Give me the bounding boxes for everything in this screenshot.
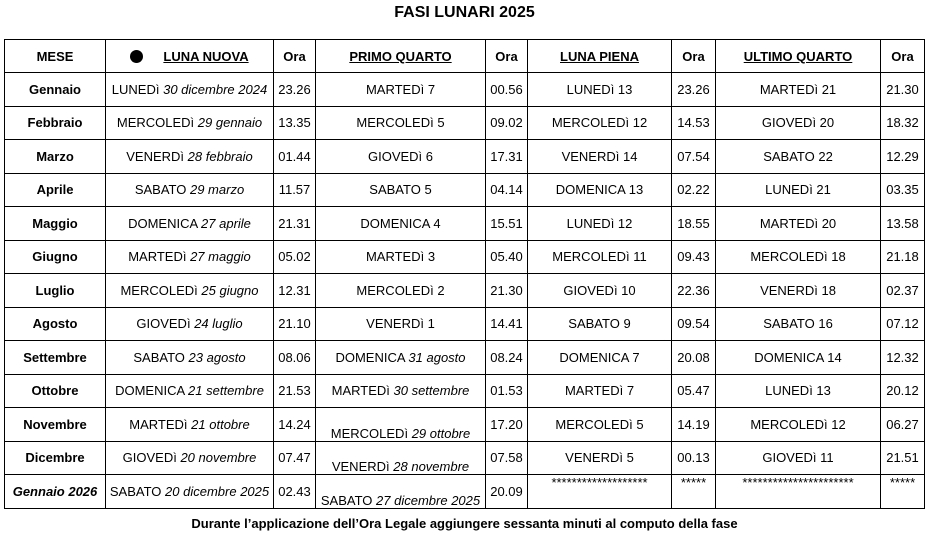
new-moon-date: 20 novembre (180, 450, 257, 466)
new-moon-date: 21 ottobre (191, 416, 250, 432)
first-quarter-time: 20.09 (490, 483, 523, 499)
month-label: Novembre (23, 416, 87, 432)
new-moon-cell (106, 307, 274, 341)
month-label: Marzo (36, 148, 74, 164)
table-row (5, 475, 925, 509)
first-quarter-cell (316, 475, 486, 509)
last-quarter-cell (716, 240, 881, 274)
new-moon-time-cell (274, 173, 316, 207)
new-moon-date: 27 maggio (190, 249, 251, 265)
full-moon-date: VENERDì 14 (561, 148, 638, 164)
month-label: Dicembre (25, 450, 85, 466)
table-row (5, 173, 925, 207)
table-row (5, 240, 925, 274)
last-quarter-cell (716, 341, 881, 375)
first-quarter-time-cell (486, 441, 528, 475)
full-moon-cell (528, 307, 672, 341)
last-quarter-cell (716, 374, 881, 408)
last-quarter-time: 18.32 (886, 115, 919, 131)
month-cell (5, 207, 106, 241)
last-quarter-date: MARTEDì 20 (759, 215, 837, 231)
first-quarter-time: 08.24 (490, 349, 523, 365)
new-moon-time: 21.31 (278, 215, 311, 231)
first-quarter-time: 15.51 (490, 215, 523, 231)
last-quarter-time: 06.27 (886, 416, 919, 432)
first-quarter-weekday: DOMENICA 4 (360, 215, 441, 231)
last-quarter-time-cell (881, 173, 925, 207)
full-moon-time-cell (672, 240, 716, 274)
new-moon-time: 14.24 (278, 416, 311, 432)
first-quarter-time-cell (486, 307, 528, 341)
new-moon-time-cell (274, 274, 316, 308)
full-moon-date: MERCOLEDì 11 (552, 249, 647, 265)
last-quarter-cell (716, 274, 881, 308)
first-quarter-date: 31 agosto (408, 349, 466, 365)
month-cell (5, 240, 106, 274)
new-moon-cell (106, 374, 274, 408)
month-label: Agosto (32, 316, 78, 332)
first-quarter-time-cell (486, 173, 528, 207)
new-moon-cell (106, 173, 274, 207)
first-quarter-weekday: MERCOLEDì 2 (356, 282, 445, 298)
first-quarter-time: 17.31 (490, 148, 523, 164)
month-cell (5, 341, 106, 375)
new-moon-weekday: SABATO (133, 349, 185, 365)
month-label: Settembre (23, 349, 87, 365)
new-moon-weekday: LUNEDì (111, 81, 160, 97)
month-cell (5, 441, 106, 475)
first-quarter-time: 01.53 (490, 383, 523, 399)
new-moon-weekday: SABATO (109, 483, 162, 499)
last-quarter-cell (716, 173, 881, 207)
first-quarter-weekday: MARTEDì 3 (365, 249, 436, 265)
table-row (5, 73, 925, 107)
first-quarter-date: 29 ottobre (411, 425, 471, 441)
new-moon-time: 21.10 (278, 316, 311, 332)
full-moon-date: SABATO 9 (568, 316, 631, 332)
new-moon-date: 24 luglio (194, 316, 243, 332)
new-moon-cell (106, 274, 274, 308)
new-moon-weekday: MERCOLEDì (116, 115, 195, 131)
header-month: MESE (5, 40, 106, 73)
month-label: Maggio (32, 215, 78, 231)
new-moon-weekday: MARTEDì (128, 249, 187, 265)
new-moon-cell (106, 408, 274, 442)
new-moon-cell (106, 341, 274, 375)
new-moon-cell (106, 73, 274, 107)
last-quarter-date: MERCOLEDì 12 (750, 416, 846, 432)
last-quarter-date: SABATO 22 (763, 148, 833, 164)
full-moon-time-cell (672, 341, 716, 375)
first-quarter-time: 09.02 (490, 115, 523, 131)
full-moon-time: 23.26 (677, 81, 710, 97)
first-quarter-weekday: SABATO (320, 492, 373, 508)
last-quarter-cell (716, 106, 881, 140)
new-moon-date: 27 aprile (201, 215, 251, 231)
first-quarter-time: 07.58 (490, 450, 523, 466)
new-moon-date: 25 giugno (201, 282, 259, 298)
last-quarter-time-cell (881, 475, 925, 509)
header-row (5, 40, 925, 73)
last-quarter-cell (716, 475, 881, 509)
last-quarter-date: SABATO 16 (763, 316, 833, 332)
first-quarter-cell (316, 341, 486, 375)
full-moon-time: 05.47 (677, 383, 710, 399)
last-quarter-date: VENERDì 18 (760, 282, 836, 298)
month-cell (5, 307, 106, 341)
new-moon-time-cell (274, 207, 316, 241)
table-row (5, 207, 925, 241)
month-label: Luglio (35, 282, 75, 298)
first-quarter-weekday: MERCOLEDì (330, 425, 409, 441)
first-quarter-weekday: DOMENICA (335, 349, 405, 365)
last-quarter-time-cell (881, 73, 925, 107)
first-quarter-time-cell (486, 106, 528, 140)
full-moon-cell (528, 274, 672, 308)
new-moon-time-cell (274, 441, 316, 475)
full-moon-time-cell (672, 441, 716, 475)
last-quarter-time: 02.37 (886, 282, 919, 298)
first-quarter-time-cell (486, 140, 528, 174)
month-cell (5, 73, 106, 107)
last-quarter-time: 13.58 (886, 215, 919, 231)
first-quarter-time-cell (486, 274, 528, 308)
first-quarter-cell (316, 441, 486, 475)
new-moon-time-cell (274, 240, 316, 274)
new-moon-time-cell (274, 307, 316, 341)
new-moon-time: 12.31 (278, 282, 311, 298)
new-moon-time: 11.57 (278, 182, 311, 198)
new-moon-cell (106, 441, 274, 475)
full-moon-time-cell (672, 106, 716, 140)
first-quarter-time: 04.14 (490, 182, 523, 198)
month-label: Ottobre (31, 383, 79, 399)
full-moon-time-cell (672, 274, 716, 308)
first-quarter-cell (316, 408, 486, 442)
new-moon-time: 07.47 (278, 450, 311, 466)
last-quarter-date: MARTEDì 21 (759, 81, 837, 97)
first-quarter-time: 17.20 (490, 416, 523, 432)
new-moon-time: 05.02 (278, 249, 311, 265)
month-cell (5, 274, 106, 308)
header-time: Ora (486, 40, 528, 73)
full-moon-date: DOMENICA 13 (555, 182, 644, 198)
header-new-moon (106, 40, 274, 73)
full-moon-time-cell (672, 408, 716, 442)
full-moon-date: MERCOLEDì 5 (555, 416, 644, 432)
new-moon-time-cell (274, 106, 316, 140)
last-quarter-date: MERCOLEDì 18 (750, 249, 846, 265)
full-moon-cell (528, 408, 672, 442)
new-moon-cell (106, 240, 274, 274)
first-quarter-date: 28 novembre (393, 459, 470, 474)
first-quarter-cell (316, 274, 486, 308)
full-moon-date: LUNEDì 13 (566, 81, 633, 97)
month-cell (5, 475, 106, 509)
last-quarter-time: 21.51 (886, 450, 919, 466)
new-moon-time-cell (274, 73, 316, 107)
last-quarter-date: LUNEDì 21 (765, 182, 831, 198)
first-quarter-cell (316, 73, 486, 107)
first-quarter-cell (316, 106, 486, 140)
full-moon-date: GIOVEDì 10 (563, 282, 636, 298)
table-row (5, 106, 925, 140)
new-moon-time-cell (274, 374, 316, 408)
new-moon-time: 01.44 (278, 148, 311, 164)
new-moon-date: 29 gennaio (197, 115, 263, 131)
full-moon-cell (528, 240, 672, 274)
new-moon-weekday: MERCOLEDì (120, 282, 198, 298)
last-quarter-time-cell (881, 140, 925, 174)
new-moon-time: 21.53 (278, 383, 311, 399)
last-quarter-cell (716, 140, 881, 174)
header-time: Ora (274, 40, 316, 73)
full-moon-time-cell (672, 475, 716, 509)
header-first-quarter: PRIMO QUARTO (316, 40, 486, 73)
full-moon-time-cell (672, 307, 716, 341)
first-quarter-time-cell (486, 73, 528, 107)
first-quarter-time-cell (486, 408, 528, 442)
table-row (5, 140, 925, 174)
full-moon-time: 20.08 (677, 349, 710, 365)
header-full-moon: LUNA PIENA (528, 40, 672, 73)
full-moon-time: 09.54 (677, 316, 710, 332)
full-moon-time: 18.55 (677, 215, 710, 231)
full-moon-time: 14.53 (677, 115, 710, 131)
last-quarter-time: 20.12 (886, 383, 919, 399)
full-moon-cell (528, 341, 672, 375)
last-quarter-date: LUNEDì 13 (765, 383, 831, 399)
last-quarter-date: DOMENICA 14 (754, 349, 842, 365)
last-quarter-cell (716, 307, 881, 341)
header-new-moon-label: LUNA NUOVA (163, 48, 249, 64)
new-moon-weekday: DOMENICA (115, 383, 185, 399)
first-quarter-cell (316, 173, 486, 207)
first-quarter-cell (316, 207, 486, 241)
full-moon-date: ******************* (551, 475, 648, 490)
last-quarter-time-cell (881, 106, 925, 140)
first-quarter-weekday: MERCOLEDì 5 (356, 115, 445, 131)
new-moon-weekday: GIOVEDì (122, 450, 177, 466)
first-quarter-time-cell (486, 374, 528, 408)
last-quarter-time: 21.30 (886, 81, 919, 97)
full-moon-time: ***** (680, 475, 707, 490)
last-quarter-time-cell (881, 408, 925, 442)
full-moon-time: 02.22 (677, 182, 710, 198)
month-cell (5, 140, 106, 174)
new-moon-cell (106, 140, 274, 174)
table-row (5, 408, 925, 442)
new-moon-time-cell (274, 140, 316, 174)
last-quarter-date: GIOVEDì 11 (762, 450, 834, 466)
first-quarter-time-cell (486, 240, 528, 274)
new-moon-time-cell (274, 475, 316, 509)
header-time: Ora (881, 40, 925, 73)
first-quarter-time: 21.30 (490, 282, 523, 298)
first-quarter-cell (316, 140, 486, 174)
first-quarter-cell (316, 240, 486, 274)
last-quarter-cell (716, 73, 881, 107)
last-quarter-time-cell (881, 207, 925, 241)
new-moon-time-cell (274, 408, 316, 442)
month-label: Giugno (32, 249, 78, 265)
new-moon-cell (106, 475, 274, 509)
first-quarter-date: 27 dicembre 2025 (376, 492, 481, 508)
full-moon-cell (528, 73, 672, 107)
full-moon-time-cell (672, 207, 716, 241)
first-quarter-time-cell (486, 207, 528, 241)
full-moon-time: 22.36 (677, 282, 710, 298)
full-moon-cell (528, 140, 672, 174)
new-moon-time-cell (274, 341, 316, 375)
full-moon-cell (528, 374, 672, 408)
new-moon-weekday: DOMENICA (128, 215, 198, 231)
full-moon-cell (528, 475, 672, 509)
table-row (5, 441, 925, 475)
new-moon-weekday: VENERDì (126, 148, 185, 164)
month-label: Gennaio 2026 (12, 483, 98, 499)
full-moon-time: 09.43 (677, 249, 710, 265)
full-moon-date: LUNEDì 12 (566, 215, 633, 231)
new-moon-date: 21 settembre (188, 383, 264, 399)
last-quarter-time-cell (881, 374, 925, 408)
first-quarter-time: 14.41 (490, 316, 523, 332)
new-moon-time: 08.06 (278, 349, 311, 365)
first-quarter-weekday: MARTEDì (331, 383, 390, 399)
full-moon-cell (528, 106, 672, 140)
first-quarter-weekday: VENERDì 1 (366, 316, 435, 332)
new-moon-time: 23.26 (278, 81, 311, 97)
first-quarter-time-cell (486, 475, 528, 509)
month-cell (5, 106, 106, 140)
page-title: FASI LUNARI 2025 (394, 4, 535, 21)
full-moon-date: DOMENICA 7 (559, 349, 640, 365)
last-quarter-time-cell (881, 441, 925, 475)
full-moon-time-cell (672, 374, 716, 408)
lunar-phases-table (4, 39, 925, 509)
table-row (5, 274, 925, 308)
first-quarter-time: 05.40 (490, 249, 523, 265)
first-quarter-time-cell (486, 341, 528, 375)
last-quarter-time: 12.32 (886, 349, 919, 365)
new-moon-time: 02.43 (278, 483, 311, 499)
last-quarter-time: 03.35 (886, 182, 919, 198)
last-quarter-time: 12.29 (886, 148, 919, 164)
full-moon-time: 07.54 (677, 148, 710, 164)
last-quarter-time: 21.18 (886, 249, 919, 265)
new-moon-cell (106, 106, 274, 140)
first-quarter-date: 30 settembre (393, 383, 470, 399)
header-last-quarter: ULTIMO QUARTO (716, 40, 881, 73)
full-moon-date: MARTEDì 7 (564, 383, 635, 399)
new-moon-date: 29 marzo (189, 182, 245, 198)
last-quarter-date: ********************** (742, 475, 854, 490)
new-moon-weekday: SABATO (134, 182, 187, 198)
month-cell (5, 408, 106, 442)
full-moon-time-cell (672, 173, 716, 207)
new-moon-date: 20 dicembre 2025 (165, 483, 270, 499)
header-time: Ora (672, 40, 716, 73)
last-quarter-date: GIOVEDì 20 (761, 115, 835, 131)
first-quarter-weekday: MARTEDì 7 (365, 81, 436, 97)
new-moon-time: 13.35 (278, 115, 311, 131)
new-moon-weekday: GIOVEDì (136, 316, 191, 332)
last-quarter-time: 07.12 (886, 316, 919, 332)
last-quarter-time-cell (881, 274, 925, 308)
last-quarter-time: ***** (889, 475, 916, 490)
first-quarter-cell (316, 374, 486, 408)
full-moon-time: 00.13 (677, 450, 710, 466)
month-label: Aprile (36, 182, 74, 198)
new-moon-date: 30 dicembre 2024 (163, 81, 268, 97)
first-quarter-time: 00.56 (490, 81, 523, 97)
full-moon-time: 14.19 (677, 416, 710, 432)
full-moon-cell (528, 207, 672, 241)
full-moon-time-cell (672, 73, 716, 107)
last-quarter-cell (716, 441, 881, 475)
last-quarter-cell (716, 408, 881, 442)
month-cell (5, 374, 106, 408)
month-label: Febbraio (27, 115, 83, 131)
full-moon-cell (528, 173, 672, 207)
last-quarter-time-cell (881, 240, 925, 274)
month-cell (5, 173, 106, 207)
full-moon-date: VENERDì 5 (565, 450, 634, 466)
full-moon-cell (528, 441, 672, 475)
first-quarter-weekday: SABATO 5 (369, 182, 432, 198)
table-row (5, 341, 925, 375)
table-row (5, 307, 925, 341)
last-quarter-cell (716, 207, 881, 241)
full-moon-time-cell (672, 140, 716, 174)
new-moon-icon (130, 50, 143, 63)
first-quarter-weekday: GIOVEDì 6 (367, 148, 434, 164)
new-moon-date: 23 agosto (188, 349, 246, 365)
month-label: Gennaio (28, 81, 81, 97)
first-quarter-cell (316, 307, 486, 341)
last-quarter-time-cell (881, 307, 925, 341)
table-row (5, 374, 925, 408)
last-quarter-time-cell (881, 341, 925, 375)
new-moon-cell (106, 207, 274, 241)
new-moon-weekday: MARTEDì (129, 416, 188, 432)
first-quarter-weekday: VENERDì (331, 459, 390, 474)
full-moon-date: MERCOLEDì 12 (551, 115, 648, 131)
daylight-saving-note: Durante l’applicazione dell’Ora Legale aggiungere sessanta minuti al computo della fase (191, 516, 738, 531)
new-moon-date: 28 febbraio (187, 148, 253, 164)
